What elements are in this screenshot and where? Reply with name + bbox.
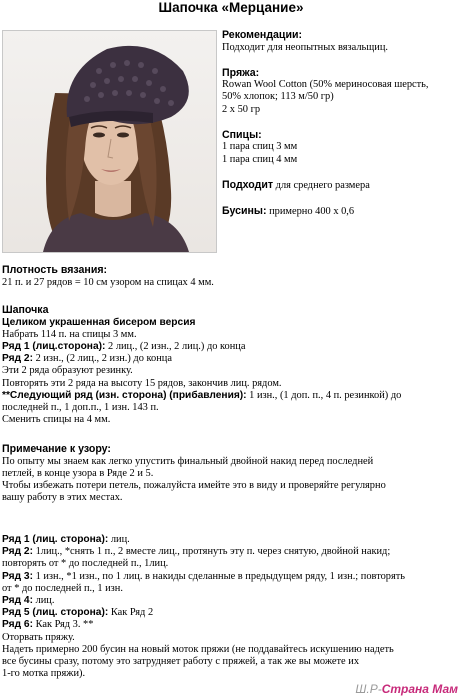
pattern-row-6-text: Как Ряд 3. ** xyxy=(32,619,94,631)
pattern-row-1-text: лиц. xyxy=(108,534,130,545)
recommendations-text: Подходит для неопытных вязальщиц. xyxy=(222,41,389,53)
yarn-line: Rowan Wool Cotton (50% мериносовая шерсть, xyxy=(222,79,429,91)
rib-row-1 xyxy=(2,341,460,353)
pattern-row-1 xyxy=(2,534,460,546)
pattern-row-2-text: 1лиц., *снять 1 п., 2 вместе лиц., протянуть эту п. через снятую, двойной накид; xyxy=(32,546,391,558)
pattern-row-5-text: Как Ряд 2 xyxy=(108,607,154,619)
document-title: Шапочка «Мерцание» xyxy=(158,0,304,15)
specifications xyxy=(222,29,460,218)
rib-row-1-label: Ряд 1 (лиц.сторона): xyxy=(2,340,106,352)
cut-yarn: Оторвать пряжу. xyxy=(2,631,75,643)
pattern-row-4-text: лиц. xyxy=(32,595,55,607)
beads-instruction: все бусины сразу, потому это затрудняет работу с пряжей, а так же вы можете их xyxy=(2,656,360,668)
pattern-row-3-cont: от * до последней п., 1 изн. xyxy=(2,582,123,594)
needles-label: Спицы: xyxy=(222,128,262,141)
pattern-row-1-label: Ряд 1 (лиц. сторона): xyxy=(2,534,109,545)
pattern-row-6 xyxy=(2,619,460,631)
gauge-section xyxy=(2,264,460,289)
beads-text: примерно 400 х 0,6 xyxy=(266,205,355,217)
hat-section xyxy=(2,304,460,426)
beads-instruction: Надеть примерно 200 бусин на новый моток пряжи (не поддавайтесь искушению надеть xyxy=(2,643,394,655)
yarn-label: Пряжа: xyxy=(222,66,260,79)
model-photo xyxy=(2,30,217,253)
watermark-brand: Страна Мам xyxy=(381,681,458,696)
cast-on: Набрать 114 п. на спицы 3 мм. xyxy=(2,328,137,340)
yarn-line: 2 x 50 гр xyxy=(222,103,261,115)
needles-line: 1 пара спиц 3 мм xyxy=(222,141,298,153)
size-text: для среднего размера xyxy=(273,179,370,191)
increase-row-label: **Следующий ряд (изн. сторона) (прибавления): xyxy=(2,389,247,401)
repeat-note: Повторять эти 2 ряда на высоту 15 рядов, закончив лиц. рядом. xyxy=(2,377,282,389)
watermark-domain: Ш.Р- xyxy=(355,681,382,696)
rib-row-1-text: 2 лиц., (2 изн., 2 лиц.) до конца xyxy=(105,340,246,352)
site-watermark xyxy=(355,683,458,695)
pattern-row-5 xyxy=(2,607,460,619)
yarn-line: 50% хлопок; 113 м/50 гр) xyxy=(222,91,334,103)
model-photo-image xyxy=(3,31,216,252)
pattern-note-line: петлей, в конце узора в Ряде 2 и 5. xyxy=(2,467,154,479)
increase-row-text: 1 изн., (1 доп. п., 4 п. резинкой) до xyxy=(246,389,402,401)
hat-subheading: Целиком украшенная бисером версия xyxy=(2,316,196,328)
size-label: Подходит xyxy=(222,178,274,191)
pattern-note-line: вашу работу в этих местах. xyxy=(2,492,123,504)
size-spec xyxy=(222,179,460,192)
pattern-row-4-label: Ряд 4: xyxy=(2,595,33,607)
pattern-row-6-label: Ряд 6: xyxy=(2,619,33,631)
pattern-note-section xyxy=(2,443,460,504)
pattern-row-2 xyxy=(2,546,460,558)
hat-heading: Шапочка xyxy=(2,304,49,316)
pattern-row-4 xyxy=(2,595,460,607)
pattern-row-2-label: Ряд 2: xyxy=(2,546,33,558)
beads-spec xyxy=(222,205,460,218)
rib-note: Эти 2 ряда образуют резинку. xyxy=(2,365,133,377)
gauge-text: 21 п. и 27 рядов = 10 см узором на спицах 4 мм. xyxy=(2,276,214,288)
rib-row-2-label: Ряд 2: xyxy=(2,353,33,365)
increase-row xyxy=(2,390,460,402)
pattern-row-3-label: Ряд 3: xyxy=(2,570,33,582)
pattern-row-3 xyxy=(2,571,460,583)
recommendations-label: Рекомендации: xyxy=(222,29,302,41)
needles-line: 1 пара спиц 4 мм xyxy=(222,153,298,165)
pattern-row-5-label: Ряд 5 (лиц. сторона): xyxy=(2,607,109,619)
pattern-note-heading: Примечание к узору: xyxy=(2,443,111,455)
beads-instruction: 1-го мотка пряжи). xyxy=(2,668,86,680)
pattern-row-3-text: 1 изн., *1 изн., по 1 лиц. в накиды сделанные в предыдущем ряду, 1 изн.; повторять xyxy=(32,570,406,582)
beads-label: Бусины: xyxy=(222,204,267,217)
pattern-rows-section xyxy=(2,534,460,680)
increase-row-cont: последней п., 1 доп.п., 1 изн. 143 п. xyxy=(2,401,159,413)
change-needles: Сменить спицы на 4 мм. xyxy=(2,414,111,426)
pattern-note-line: По опыту мы знаем как легко упустить финальный двойной накид перед последней xyxy=(2,455,374,467)
rib-row-2 xyxy=(2,353,460,365)
pattern-row-2-cont: повторять от * до последней п., 1лиц. xyxy=(2,558,169,570)
gauge-label: Плотность вязания: xyxy=(2,264,108,276)
pattern-note-line: Чтобы избежать потери петель, пожалуйста имейте это в виду и проверяйте регулярно xyxy=(2,479,386,491)
rib-row-2-text: 2 изн., (2 лиц., 2 изн.) до конца xyxy=(32,353,172,365)
